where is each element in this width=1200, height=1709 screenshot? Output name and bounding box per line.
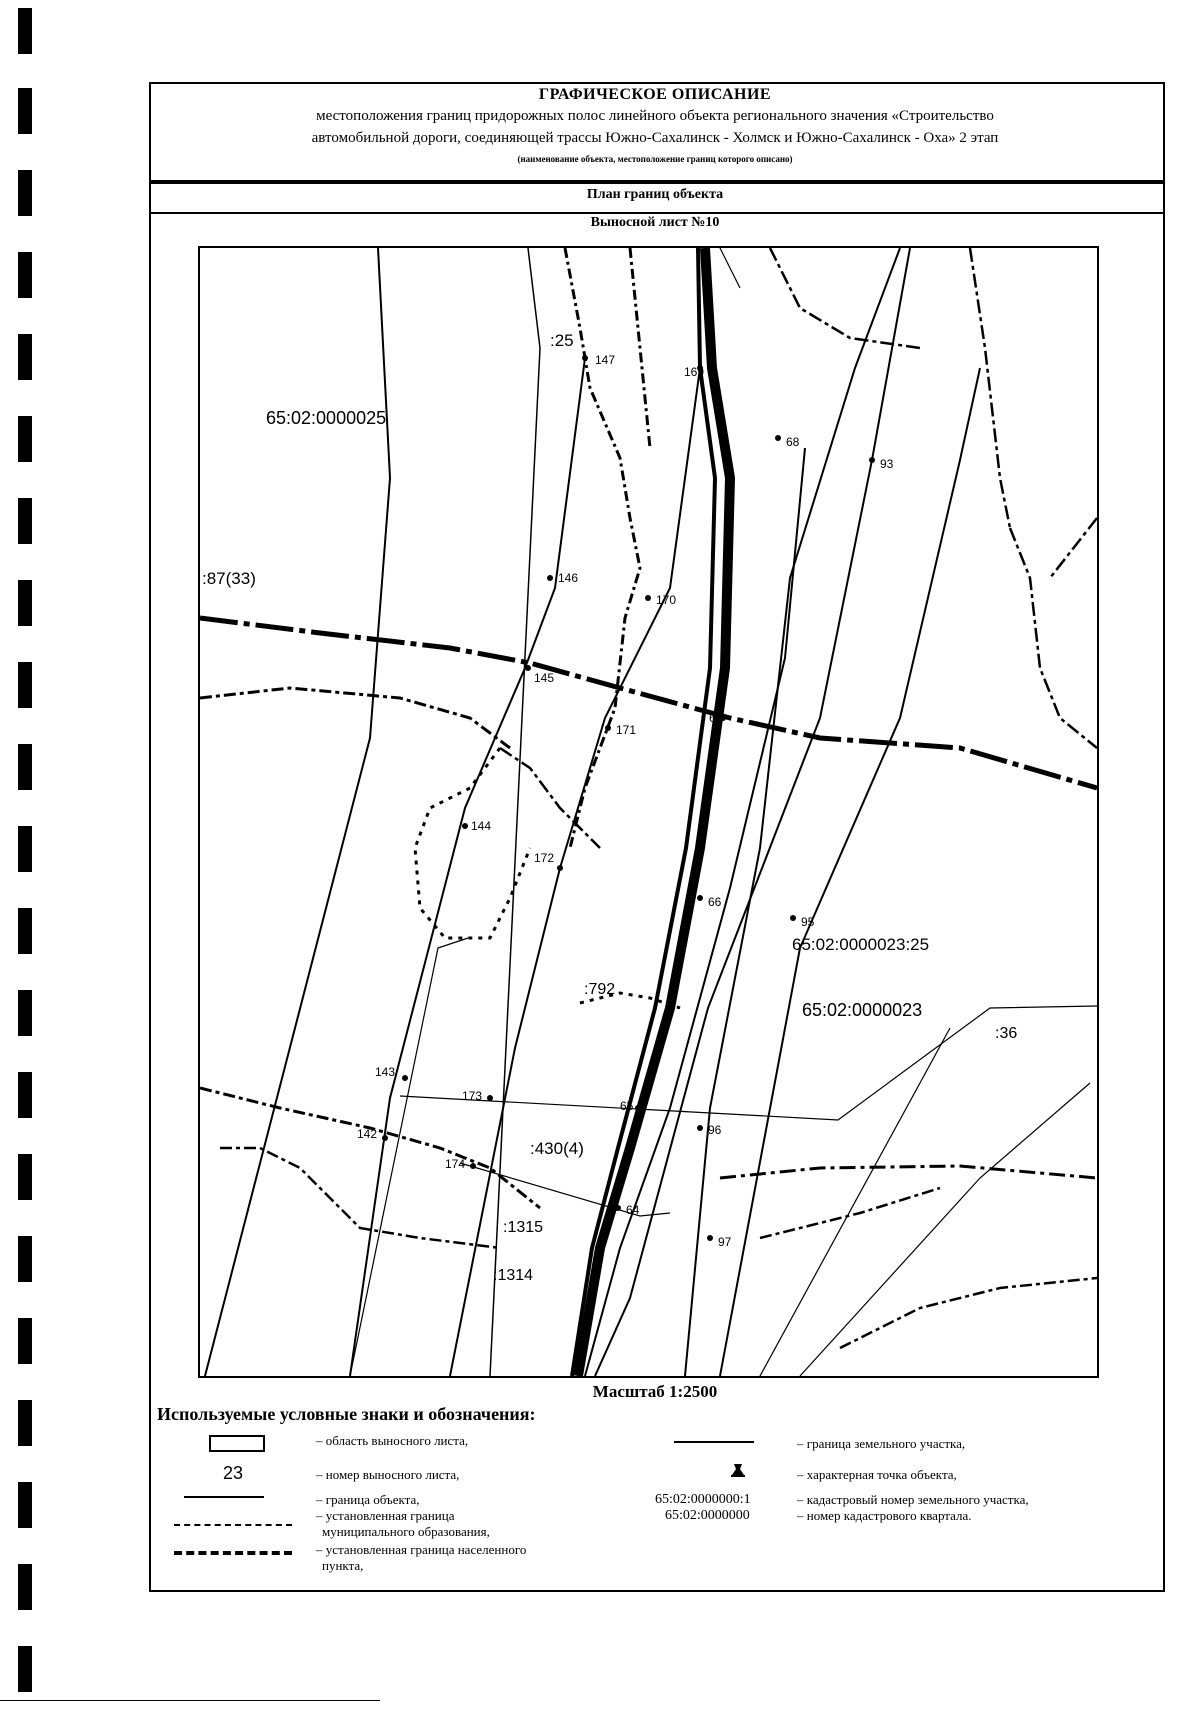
map-point-label: 143 [375, 1065, 396, 1079]
map-point-label: 95 [801, 915, 815, 929]
object-boundary [720, 368, 980, 1376]
municipal-border [840, 1278, 1097, 1348]
map-point-marker [462, 823, 468, 829]
map-point-marker [615, 1205, 621, 1211]
map-point-label: 174 [445, 1157, 466, 1171]
map-point-marker [605, 725, 611, 731]
map-canvas [200, 248, 1097, 1376]
settlement-border [200, 618, 1097, 788]
map-point-marker [487, 1095, 493, 1101]
map-point-marker [525, 665, 531, 671]
legend-land-border-line [674, 1441, 754, 1443]
map-point-label: 145 [534, 671, 555, 685]
legend-cad-sample-1: 65:02:0000000:1 [655, 1492, 751, 1507]
map-point-marker [775, 435, 781, 441]
map-point-label: 169 [684, 365, 705, 379]
document-sheet [149, 82, 1163, 1591]
municipal-border [770, 248, 920, 348]
municipal-border [760, 1188, 940, 1238]
cadastral-label: :25 [550, 331, 574, 350]
map-point-label: 142 [357, 1127, 378, 1141]
map-point-marker [582, 355, 588, 361]
map-point-marker [645, 595, 651, 601]
legend-cad-sample-2: 65:02:0000000 [665, 1508, 750, 1523]
parcel-line [760, 1028, 950, 1376]
municipal-border [720, 1166, 1097, 1178]
cadastral-label: 65:02:0000023:25 [792, 935, 930, 954]
legend-municipal-border-text-1: – установленная граница [316, 1508, 455, 1523]
map-point-marker [557, 865, 563, 871]
legend-area-text: – область выносного листа, [316, 1433, 469, 1448]
map-point-marker [790, 915, 796, 921]
object-boundary [450, 368, 700, 1376]
cadastral-label: :1315 [503, 1219, 544, 1236]
map-point-marker [470, 1163, 476, 1169]
map-point-marker [697, 895, 703, 901]
map-frame [198, 246, 1099, 1378]
object-boundary [350, 358, 585, 1376]
map-point-label: 93 [880, 457, 894, 471]
legend-area-symbol [209, 1435, 265, 1452]
municipal-border [500, 748, 600, 848]
scale-label: Масштаб 1:2500 [592, 1382, 718, 1401]
legend-point-text: – характерная точка объекта, [797, 1467, 957, 1482]
legend-object-border-text: – граница объекта, [316, 1492, 420, 1507]
legend-title: Используемые условные знаки и обозначения: [157, 1404, 536, 1424]
parcel-line [720, 248, 740, 288]
title-line-1: местоположения границ придорожных полос линейного объекта регионального значения «Строительство [316, 108, 994, 124]
bottom-edge-line [0, 1700, 380, 1701]
map-point-label: 97 [718, 1235, 732, 1249]
object-boundary [585, 448, 805, 1376]
map-point-marker [382, 1135, 388, 1141]
legend-settlement-border-text-1: – установленная граница населенного [316, 1542, 527, 1557]
point-marker-icon [731, 1462, 745, 1478]
legend-cad-parcel-text: – кадастровый номер земельного участка, [797, 1492, 1029, 1507]
map-point-label: 172 [534, 851, 555, 865]
map-point-label: 146 [558, 571, 579, 585]
cadastral-label: :430(4) [530, 1139, 584, 1158]
map-point-label: 96 [708, 1123, 722, 1137]
map-point-label: 173 [462, 1089, 483, 1103]
map-point-label: 6 [709, 711, 716, 725]
map-point-label: 144 [471, 819, 492, 833]
cadastral-label: 65:02:0000023 [802, 1000, 923, 1020]
legend-point-symbol [731, 1462, 745, 1478]
legend-cad-quarter-text: – номер кадастрового квартала. [797, 1508, 972, 1523]
map-point-label: 68 [786, 435, 800, 449]
map-point-label: 66 [708, 895, 722, 909]
cadastral-label: 65:02:0000025 [266, 408, 387, 428]
cadastral-label: :87(33) [202, 569, 256, 588]
legend-sheet-number-text: – номер выносного листа, [316, 1467, 460, 1482]
legend-land-border-text: – граница земельного участка, [797, 1436, 966, 1451]
plan-label: План границ объекта [586, 187, 724, 202]
map-point-marker [720, 715, 726, 721]
map-point-marker [635, 1105, 641, 1111]
map-point-marker [697, 1125, 703, 1131]
map-point-label: 147 [595, 353, 616, 367]
cadastral-label: :792 [584, 981, 616, 998]
map-point-marker [869, 457, 875, 463]
municipal-border [1050, 518, 1097, 578]
legend-settlement-border-line [174, 1551, 292, 1555]
map-point-label: 64 [626, 1203, 640, 1217]
sheet-label: Выносной лист №10 [590, 215, 720, 230]
cadastral-label: :36 [995, 1025, 1018, 1042]
map-point-marker [547, 575, 553, 581]
title-line-2: автомобильной дороги, соединяющей трассы Южно-Сахалинск - Холмск и Южно-Сахалинск - Оха» 2 этап [311, 130, 999, 146]
map-point-marker [707, 1235, 713, 1241]
cadastral-label: :1314 [493, 1267, 534, 1284]
legend-municipal-border-line [174, 1524, 292, 1526]
legend-object-border-line [184, 1496, 264, 1498]
map-point-marker [402, 1075, 408, 1081]
legend-municipal-border-text-2: муниципального образования, [322, 1524, 490, 1539]
legend-sheet-number-sample: 23 [223, 1463, 244, 1483]
municipal-border [565, 248, 640, 848]
document-title: ГРАФИЧЕСКОЕ ОПИСАНИЕ [538, 86, 772, 103]
map-point-label: 171 [616, 723, 637, 737]
map-point-label: 170 [656, 593, 677, 607]
legend-settlement-border-text-2: пункта, [322, 1558, 364, 1573]
parcel-line [800, 1083, 1090, 1376]
parcel-line [490, 248, 540, 1376]
settlement-border [200, 688, 510, 748]
labels-layer [202, 331, 1017, 1284]
municipal-border [1010, 528, 1097, 748]
title-note: (наименование объекта, местоположение границ которого описано) [517, 154, 793, 164]
municipal-border [630, 248, 650, 448]
map-point-label: 65 [620, 1099, 634, 1113]
